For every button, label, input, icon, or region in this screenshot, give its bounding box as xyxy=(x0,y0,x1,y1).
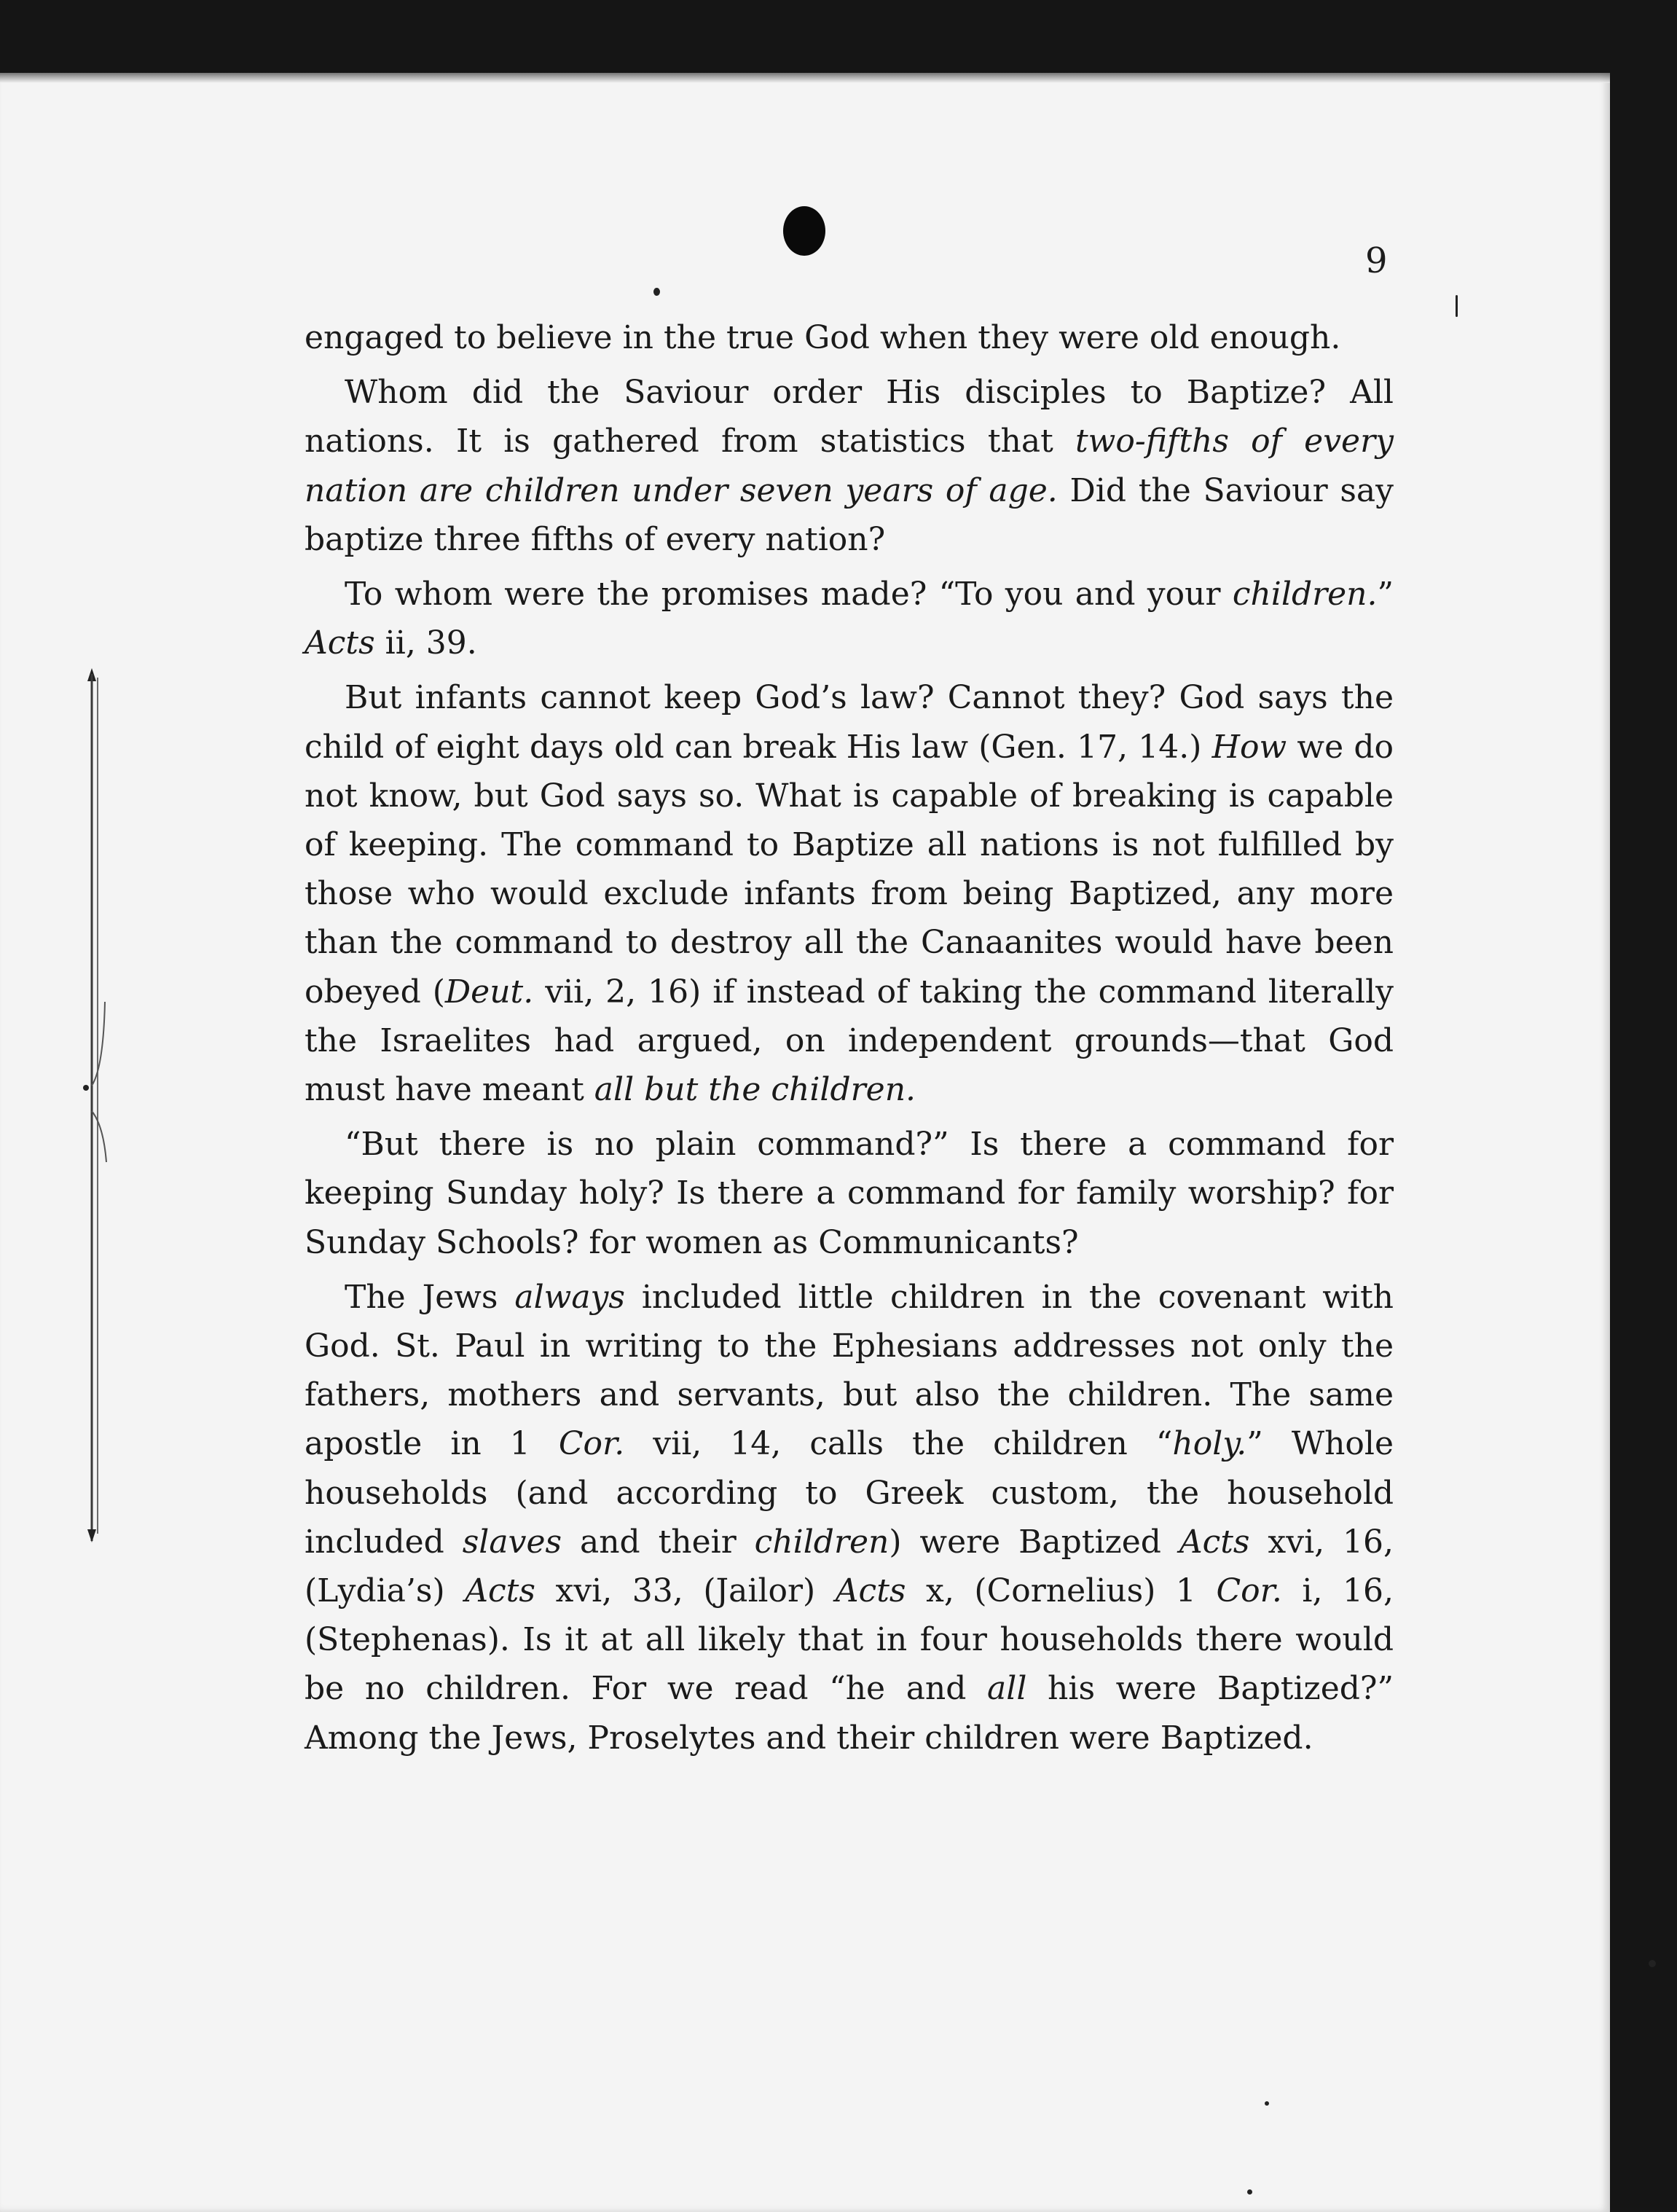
speck xyxy=(1456,295,1458,317)
text-segment: Whom did the Saviour order His disciples to Baptize? All nations. It is gathered from statistics that xyxy=(305,374,1394,460)
page-number: 9 xyxy=(1365,240,1388,281)
italic-text: children. xyxy=(1232,576,1378,613)
italic-text: Cor. xyxy=(1216,1572,1282,1610)
speck xyxy=(1247,2189,1252,2195)
text-segment: The Jews xyxy=(345,1278,515,1316)
paragraph xyxy=(305,368,1394,564)
italic-text: all xyxy=(987,1670,1027,1708)
italic-text: children xyxy=(754,1523,889,1561)
italic-text: Cor. xyxy=(558,1425,625,1463)
speck xyxy=(653,288,660,296)
text-segment: But infants cannot keep God’s law? Cannot they? God says the child of eight days old can break His law (Gen. 17, 14.) xyxy=(305,679,1394,766)
text-segment: vii, 2, 16) if instead of taking the command literally the Israelites had argued, on independent grounds—that God must have meant xyxy=(305,973,1394,1109)
text-segment: ) were Baptized xyxy=(889,1523,1179,1561)
italic-text: all but the children. xyxy=(594,1071,916,1109)
text-segment: ” xyxy=(1377,576,1394,613)
paragraph xyxy=(305,1120,1394,1267)
margin-bracket-mark xyxy=(79,659,115,1552)
italic-text: slaves xyxy=(462,1523,562,1561)
text-segment: xvi, 16, (Lydia’s) xyxy=(305,1523,1394,1610)
italic-text: two-fifths of every nation are children under seven years of age. xyxy=(305,423,1394,509)
text-segment: Did the Saviour say baptize three fifths of every nation? xyxy=(305,471,1394,558)
text-segment: ” Whole households (and according to Greek custom, the household included xyxy=(305,1425,1394,1561)
text-segment: engaged to believe in the true God when they were old enough. xyxy=(305,319,1341,356)
body-text xyxy=(305,313,1394,1768)
text-segment: ii, 39. xyxy=(374,624,477,662)
italic-text: Acts xyxy=(305,624,375,662)
paragraph xyxy=(305,570,1394,667)
text-segment: x, (Cornelius) 1 xyxy=(906,1572,1217,1610)
italic-text: How xyxy=(1211,728,1287,766)
paragraph xyxy=(305,673,1394,1114)
paper-top-edge xyxy=(0,73,1610,83)
ink-blot xyxy=(783,206,825,256)
italic-text: Acts xyxy=(465,1572,535,1610)
text-segment: i, 16, (Stephenas). Is it at all likely that in four households there would be no children. For we read “he and xyxy=(305,1572,1394,1708)
text-segment: xvi, 33, (Jailor) xyxy=(535,1572,836,1610)
text-segment: his were Baptized?” Among the Jews, Proselytes and their children were Baptized. xyxy=(305,1670,1394,1757)
italic-text: holy. xyxy=(1172,1425,1247,1463)
text-segment: vii, 14, calls the children “ xyxy=(624,1425,1173,1463)
text-segment: To whom were the promises made? “To you and your xyxy=(345,576,1233,613)
text-segment: and their xyxy=(562,1523,755,1561)
italic-text: Acts xyxy=(1179,1523,1250,1561)
text-segment: we do not know, but God says so. What is capable of breaking is capable of keeping. The command to Baptize all nations is not fulfilled by those who would exclude infants from being Baptized, any more than the command to destroy all the Canaanites would have been obeyed ( xyxy=(305,728,1394,1011)
speck xyxy=(1265,2101,1269,2106)
speck xyxy=(1649,1960,1656,1967)
text-segment: “But there is no plain command?” Is there a command for keeping Sunday holy? Is there a command for family worship? for Sunday Schools? for women as Communicants? xyxy=(305,1126,1394,1261)
italic-text: always xyxy=(514,1278,625,1316)
italic-text: Acts xyxy=(835,1572,906,1610)
italic-text: Deut. xyxy=(444,973,534,1011)
paragraph xyxy=(305,313,1394,362)
text-segment: included little children in the covenant with God. St. Paul in writing to the Ephesians addresses not only the fathers, mothers and servants, but also the children. The same apostle in 1 xyxy=(305,1278,1394,1463)
paragraph xyxy=(305,1273,1394,1762)
